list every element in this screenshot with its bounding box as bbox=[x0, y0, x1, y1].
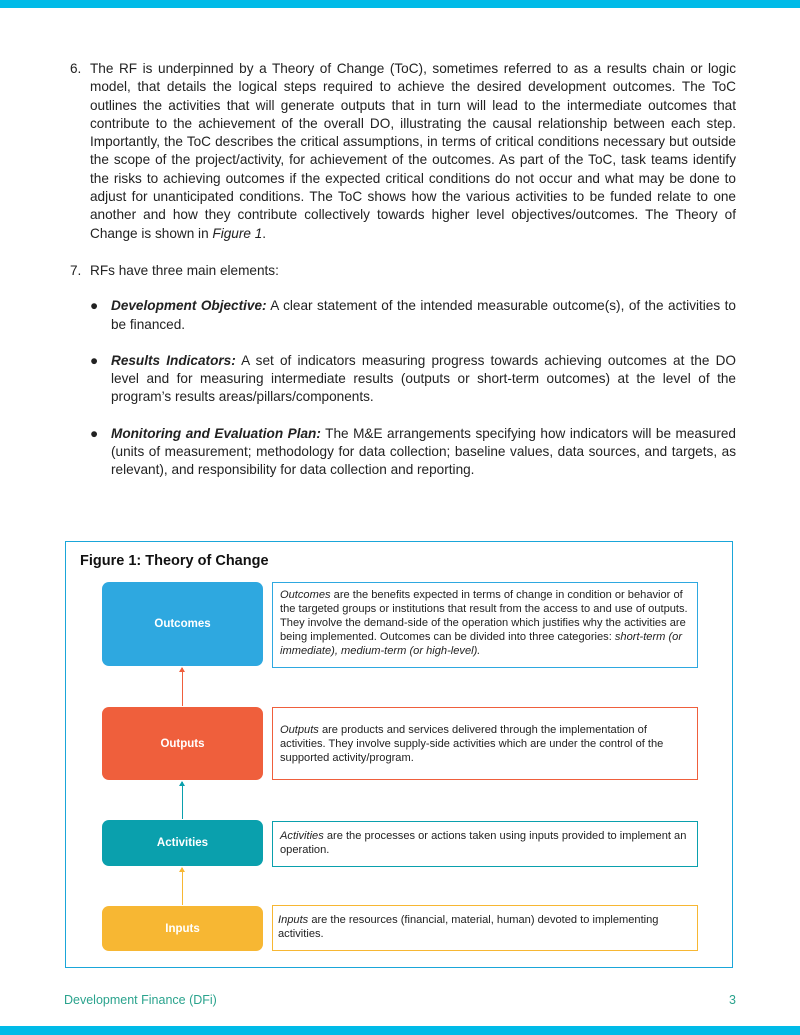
elements-list bbox=[66, 297, 736, 479]
paragraph-number: 7. bbox=[70, 262, 82, 278]
arrow-up-icon bbox=[182, 868, 183, 905]
bullet-icon: ● bbox=[90, 425, 99, 441]
list-item-text: A clear statement of the intended measurable outcome(s), of the activities to be financed. bbox=[111, 298, 736, 332]
paragraph-7 bbox=[66, 262, 736, 280]
footer-title: Development Finance (DFi) bbox=[64, 993, 217, 1007]
paragraph-text: The RF is underpinned by a Theory of Change (ToC), sometimes referred to as a results chain or logic model, that details the logical steps required to achieve the desired development outcomes. The ToC outlines the activities that will generate outputs that in turn will lead to the intermediate outcomes that contribute to the achievement of the overall DO, illustrating the causal relationship between each step. Importantly, the ToC describes the critical assumptions, in terms of critical conditions necessary but outside the scope of the project/activity, for achievement of the outcomes. As part of the ToC, task teams identify the risks to achieving outcomes if the expected critical conditions do not occur and what may be done to adjust for unanticipated conditions. The ToC shows how the various activities to be funded relate to one another and how they contribute collectively towards higher level objectives/outcomes. The Theory of Change is shown in bbox=[90, 61, 736, 241]
paragraph-text: RFs have three main elements: bbox=[90, 262, 279, 278]
bottom-accent-bar bbox=[0, 1026, 800, 1035]
figure-title: Figure 1: Theory of Change bbox=[80, 553, 269, 569]
arrow-up-icon bbox=[182, 782, 183, 819]
arrow-up-icon bbox=[182, 668, 183, 706]
page-number: 3 bbox=[729, 993, 736, 1007]
stage-inputs bbox=[102, 906, 263, 951]
list-item bbox=[66, 297, 736, 334]
bullet-icon: ● bbox=[90, 352, 99, 368]
description-text: are the benefits expected in terms of change in condition or behavior of the targeted groups or institutions that result from the access to and use of outputs. They involve the demand-side of the operation which justifies why the activities are being implemented. Outcomes can be divided into three categories: bbox=[280, 589, 688, 643]
description-text: are the resources (financial, material, human) devoted to implementing activities. bbox=[278, 914, 659, 940]
activities-description bbox=[272, 821, 698, 867]
paragraph-text-end: . bbox=[262, 225, 267, 241]
stage-label: Outputs bbox=[160, 737, 205, 750]
inputs-description bbox=[272, 905, 698, 951]
description-text: are products and services delivered through the implementation of activities. They involve supply-side activities which are under the control of the supported activity/program. bbox=[280, 724, 664, 764]
stage-label: Activities bbox=[156, 837, 209, 849]
figure-reference: Figure 1 bbox=[212, 225, 263, 241]
description-term: Outputs bbox=[280, 724, 319, 736]
list-item-term: Development Objective: bbox=[111, 298, 267, 314]
outcomes-description bbox=[272, 582, 698, 668]
stage-label: Inputs bbox=[165, 922, 200, 935]
stage-outcomes bbox=[102, 582, 263, 666]
description-categories: short-term (or immediate), medium-term (or high-level). bbox=[280, 631, 683, 657]
list-item-text: The M&E arrangements specifying how indicators will be measured (units of measurement; methodology for data collection; baseline values, data sources, and targets, as relevant), and responsibility for data collection and reporting. bbox=[111, 425, 736, 478]
stage-label: Outcomes bbox=[154, 618, 211, 630]
outputs-description bbox=[272, 707, 698, 780]
list-item-term: Results Indicators: bbox=[111, 352, 236, 368]
description-text: are the processes or actions taken using inputs provided to implement an operation. bbox=[280, 830, 687, 856]
top-accent-bar bbox=[0, 0, 800, 8]
stage-activities bbox=[102, 820, 263, 866]
paragraph-number: 6. bbox=[70, 61, 82, 76]
paragraph-6 bbox=[66, 60, 736, 243]
body-text bbox=[66, 60, 736, 498]
list-item bbox=[66, 352, 736, 407]
description-term: Inputs bbox=[278, 914, 309, 926]
list-item bbox=[66, 425, 736, 480]
list-item-term: Monitoring and Evaluation Plan: bbox=[111, 425, 321, 441]
bullet-icon: ● bbox=[90, 298, 99, 314]
list-item-text: A set of indicators measuring progress towards achieving outcomes at the DO level and for measuring intermediate results (outputs or short-term outcomes) at the level of the program’s results areas/pillars/components. bbox=[111, 352, 736, 405]
stage-outputs bbox=[102, 707, 263, 780]
description-term: Outcomes bbox=[280, 589, 331, 601]
description-term: Activities bbox=[280, 830, 324, 842]
